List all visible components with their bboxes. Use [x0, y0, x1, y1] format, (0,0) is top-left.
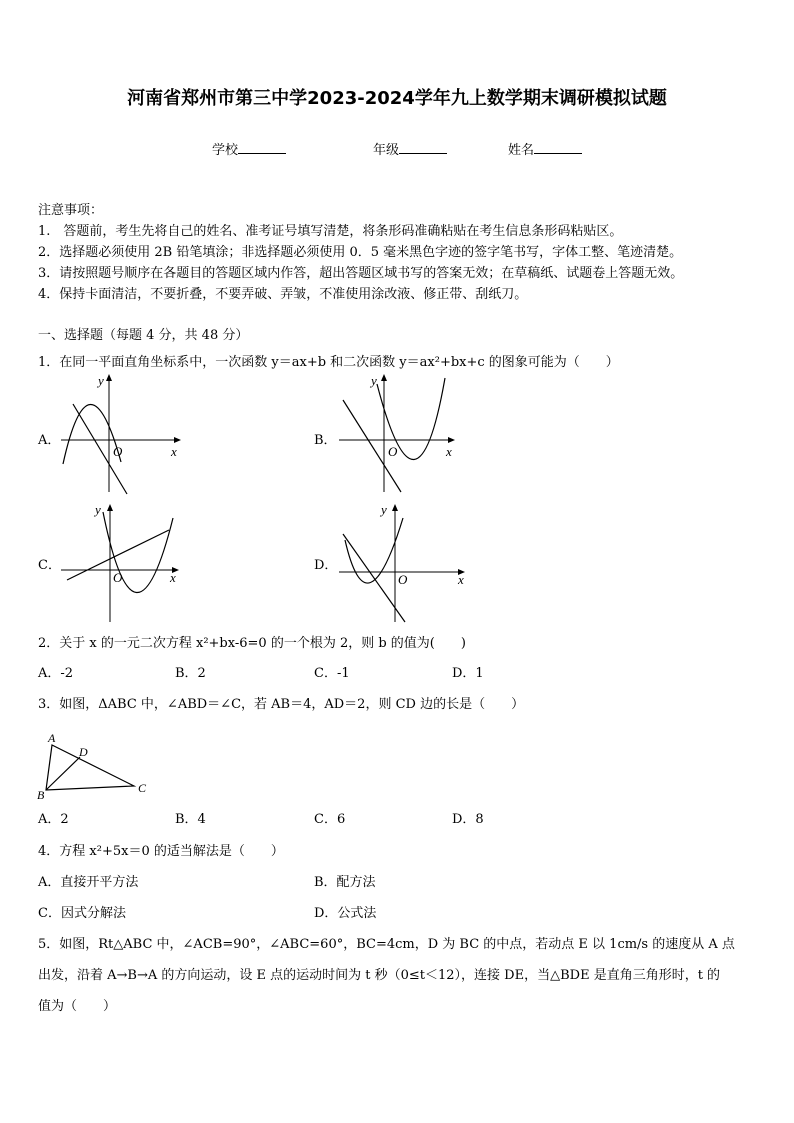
q2-option-b: B．2	[175, 666, 206, 681]
q1-option-a-label: A．	[38, 433, 61, 448]
grade-blank	[399, 141, 447, 154]
q1-graph-c	[55, 500, 185, 625]
section-heading: 一、选择题（每题 4 分，共 48 分）	[38, 328, 249, 343]
q3-option-b: B．4	[175, 812, 206, 827]
q1b-x-label: x	[446, 444, 452, 459]
notes-heading: 注意事项：	[38, 203, 104, 218]
q1-option-b-label: B．	[314, 433, 337, 448]
q1-graph-d	[333, 500, 473, 625]
q1a-x-label: x	[171, 444, 177, 459]
question-5-line-1: 5．如图，Rt△ABC 中，∠ACB=90°，∠ABC=60°，BC=4cm，D 为 BC 的中点，若动点 E 以 1cm/s 的速度从 A 点	[38, 937, 735, 952]
name-blank	[534, 141, 582, 154]
question-5-line-2: 出发，沿着 A→B→A 的方向运动，设 E 点的运动时间为 t 秒（0≤t＜12），连接 DE，当△BDE 是直角三角形时，t 的	[38, 968, 721, 983]
q1d-origin-label: O	[398, 572, 408, 587]
q4-option-d: D．公式法	[314, 906, 377, 921]
question-5-line-3: 值为（ ）	[38, 999, 117, 1014]
notes-item-2: 2．选择题必须使用 2B 铅笔填涂；非选择题必须使用 0．5 毫米黑色字迹的签字笔书写，字体工整、笔迹清楚。	[38, 245, 683, 260]
q4-option-a: A．直接开平方法	[38, 875, 139, 890]
q3-label-d: D	[79, 745, 88, 759]
name-field	[508, 141, 582, 159]
q1-option-d-label: D．	[314, 558, 338, 573]
q1c-origin-label: O	[113, 570, 123, 585]
q3-option-d: D．8	[452, 812, 484, 827]
q1a-origin-label: O	[113, 444, 123, 459]
page-title: 河南省郑州市第三中学2023-2024学年九上数学期末调研模拟试题	[127, 88, 667, 109]
question-3-text: 3．如图，ΔABC 中，∠ABD＝∠C，若 AB＝4，AD＝2，则 CD 边的长是（ ）	[38, 697, 525, 712]
q1-option-c-label: C．	[38, 558, 61, 573]
q4-option-b: B．配方法	[314, 875, 376, 890]
school-blank	[238, 141, 286, 154]
q3-option-c: C．6	[314, 812, 346, 827]
question-2-text: 2．关于 x 的一元二次方程 x²+bx-6=0 的一个根为 2，则 b 的值为( )	[38, 636, 466, 651]
school-field	[212, 141, 286, 159]
grade-label: 年级	[373, 143, 400, 158]
q1a-y-label: y	[98, 373, 104, 388]
q2-option-a: A．-2	[38, 666, 74, 681]
question-1-text: 1．在同一平面直角坐标系中，一次函数 y＝ax+b 和二次函数 y＝ax²+bx+c 的图象可能为（ ）	[38, 355, 619, 370]
q2-option-c: C．-1	[314, 666, 350, 681]
name-label: 姓名	[508, 143, 535, 158]
q1b-origin-label: O	[388, 444, 398, 459]
q1b-y-label: y	[371, 373, 377, 388]
question-4-text: 4．方程 x²+5x＝0 的适当解法是（ ）	[38, 844, 284, 859]
notes-item-4: 4．保持卡面清洁，不要折叠，不要弄破、弄皱，不准使用涂改液、修正带、刮纸刀。	[38, 287, 528, 302]
q1c-x-label: x	[170, 570, 176, 585]
notes-item-1: 1. 答题前，考生先将自己的姓名、准考证号填写清楚，将条形码准确粘贴在考生信息条形码粘贴区。	[38, 224, 623, 239]
q2-option-d: D．1	[452, 666, 484, 681]
q1-graph-a	[55, 372, 185, 497]
q1d-x-label: x	[458, 572, 464, 587]
q1c-y-label: y	[95, 502, 101, 517]
q3-option-a: A．2	[38, 812, 69, 827]
q3-label-b: B	[37, 788, 45, 802]
q3-label-c: C	[138, 781, 147, 795]
q1-graph-b	[333, 372, 463, 497]
school-label: 学校	[212, 143, 239, 158]
q1d-y-label: y	[381, 502, 387, 517]
grade-field	[373, 141, 447, 159]
q3-label-a: A	[48, 731, 56, 745]
q4-option-c: C．因式分解法	[38, 906, 126, 921]
q3-triangle-figure	[34, 730, 154, 802]
notes-item-3: 3．请按照题号顺序在各题目的答题区域内作答，超出答题区域书写的答案无效；在草稿纸、试题卷上答题无效。	[38, 266, 684, 281]
